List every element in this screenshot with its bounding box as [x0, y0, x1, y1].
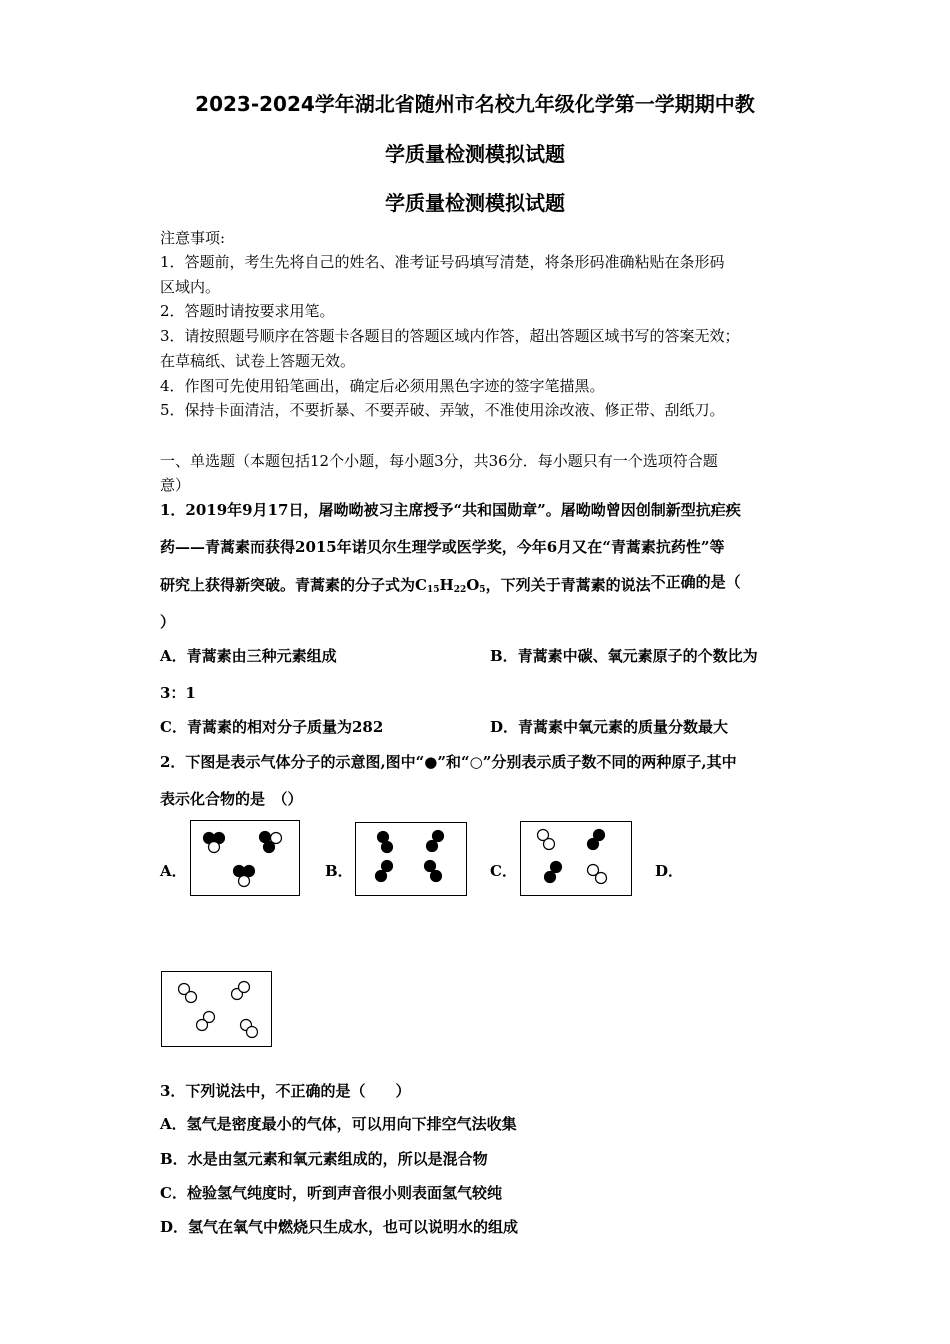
page-title-line2: 学质量检测模拟试题	[385, 142, 565, 166]
q1-stem-close: ）	[160, 613, 176, 631]
q2-option-d-label[interactable]: D．	[655, 862, 684, 880]
section-heading-cont: 意）	[160, 476, 191, 494]
q2-option-c-diagram[interactable]	[520, 821, 632, 896]
q1-option-c[interactable]: C．青蒿素的相对分子质量为282	[160, 718, 384, 736]
notice-item: 在草稿纸、试卷上答题无效。	[160, 352, 356, 370]
notice-item: 3．请按照题号顺序在答题卡各题目的答题区域内作答，超出答题区域书写的答案无效；	[160, 327, 740, 345]
q1-stem-emphasis: 不正确的是（	[650, 573, 741, 591]
q2-option-c-label[interactable]: C．	[490, 862, 517, 880]
section-heading: 一、单选题（本题包括12个小题，每小题3分，共36分．每小题只有一个选项符合题	[160, 452, 718, 470]
q2-option-a-diagram[interactable]	[190, 820, 300, 896]
page-title-line1: 2023-2024学年湖北省随州市名校九年级化学第一学期期中教	[195, 92, 755, 116]
notice-item: 4．作图可先使用铅笔画出，确定后必须用黑色字迹的签字笔描黑。	[160, 377, 605, 395]
formula: $C_{15}H_{22}O_5$	[415, 576, 486, 595]
q3-option-a[interactable]: A．氢气是密度最小的气体，可以用向下排空气法收集	[160, 1115, 517, 1133]
q2-stem-line1: 2．下图是表示气体分子的示意图,图中“●”和“○”分别表示质子数不同的两种原子,其中	[160, 753, 737, 771]
q3-option-d[interactable]: D．氢气在氧气中燃烧只生成水，也可以说明水的组成	[160, 1218, 519, 1236]
q2-option-a-label[interactable]: A．	[160, 862, 187, 880]
q1-stem-line3	[160, 575, 741, 600]
q1-stem-line1: 1．2019年9月17日，屠呦呦被习主席授予“共和国勋章”。屠呦呦曾因创制新型抗疟疾	[160, 501, 741, 519]
q2-option-b-label[interactable]: B．	[325, 862, 353, 880]
page-title-line3: 学质量检测模拟试题	[385, 191, 565, 215]
q1-stem-line2: 药——青蒿素而获得2015年诺贝尔生理学或医学奖，今年6月又在“青蒿素抗药性”等	[160, 538, 725, 556]
q1-option-d[interactable]: D．青蒿素中氧元素的质量分数最大	[490, 718, 729, 736]
q2-stem-line2: 表示化合物的是 （）	[160, 790, 303, 808]
notice-item: 5．保持卡面清洁，不要折暴、不要弄破、弄皱，不准使用涂改液、修正带、刮纸刀。	[160, 401, 725, 419]
notice-heading: 注意事项:	[160, 229, 226, 247]
q3-option-c[interactable]: C．检验氢气纯度时，听到声音很小则表面氢气较纯	[160, 1184, 502, 1202]
q3-stem: 3．下列说法中，不正确的是（ ）	[160, 1082, 411, 1100]
q1-option-b[interactable]: B．青蒿素中碳、氧元素原子的个数比为	[490, 647, 758, 665]
q3-option-b[interactable]: B．水是由氢元素和氧元素组成的，所以是混合物	[160, 1150, 488, 1168]
q2-option-d-diagram[interactable]	[161, 971, 272, 1047]
q1-option-b-cont: 3：1	[160, 684, 196, 702]
q1-stem-text-post: ，下列关于青蒿素的说法	[485, 576, 651, 594]
q2-option-b-diagram[interactable]	[355, 822, 467, 896]
notice-item: 1．答题前，考生先将自己的姓名、准考证号码填写清楚，将条形码准确粘贴在条形码	[160, 253, 725, 271]
notice-item: 区域内。	[160, 278, 221, 296]
q1-stem-text: 研究上获得新突破。青蒿素的分子式为	[160, 576, 416, 594]
q1-option-a[interactable]: A．青蒿素由三种元素组成	[160, 647, 337, 665]
notice-item: 2．答题时请按要求用笔。	[160, 302, 335, 320]
